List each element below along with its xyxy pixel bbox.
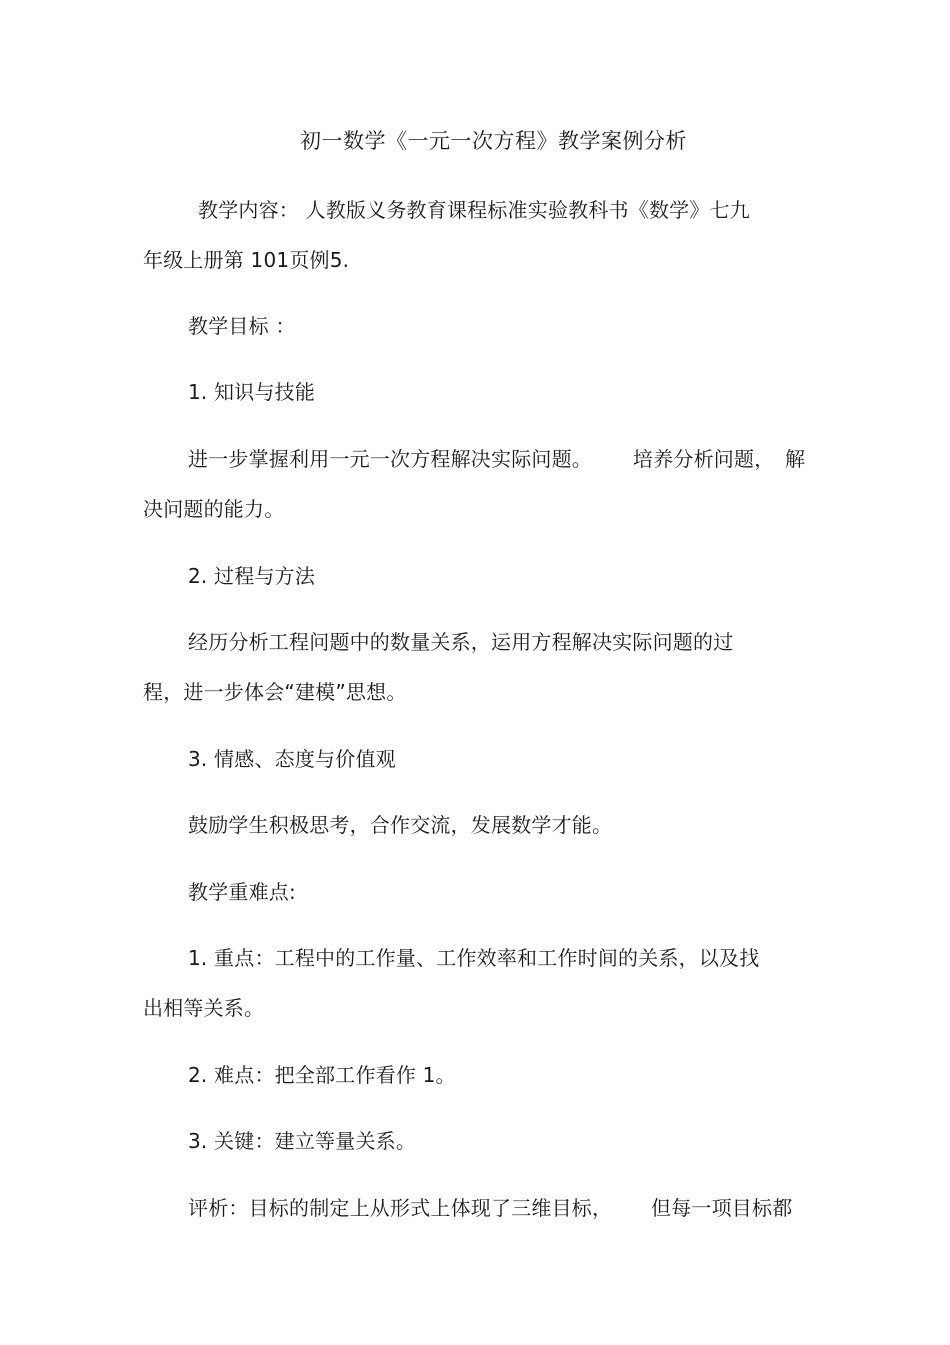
keypoints-heading: 教学重难点: bbox=[188, 880, 296, 904]
objective-1-text-a: 进一步掌握利用一元一次方程解决实际问题。 bbox=[188, 447, 592, 471]
objective-2-text-line-2: 程，进一步体会“建模”思想。 bbox=[143, 680, 407, 704]
content-line-1: 教学内容： 人教版义务教育课程标准实验教科书《数学》七九 bbox=[198, 198, 750, 222]
objectives-heading: 教学目标 ： bbox=[188, 314, 296, 338]
objective-1-text-c: 解 bbox=[785, 447, 806, 471]
keypoint-2: 2. 难点：把全部工作看作 1。 bbox=[188, 1063, 456, 1087]
keypoint-1-line-1: 1. 重点：工程中的工作量、工作效率和工作时间的关系，以及找 bbox=[188, 946, 760, 970]
keypoint-3: 3. 关键：建立等量关系。 bbox=[188, 1129, 417, 1153]
objective-3-heading: 3. 情感、态度与价值观 bbox=[188, 747, 396, 771]
comment-text-b: 但每一项目标都 bbox=[651, 1196, 793, 1220]
content-line-2: 年级上册第 101页例5. bbox=[143, 248, 350, 272]
objective-1-text-line-2: 决问题的能力。 bbox=[143, 497, 285, 521]
objective-3-text: 鼓励学生积极思考，合作交流，发展数学才能。 bbox=[188, 813, 613, 837]
document-title: 初一数学《一元一次方程》教学案例分析 bbox=[300, 129, 687, 153]
objective-2-text-line-1: 经历分析工程问题中的数量关系，运用方程解决实际问题的过 bbox=[188, 630, 734, 654]
comment-text-a: 评析：目标的制定上从形式上体现了三维目标， bbox=[188, 1196, 613, 1220]
objective-1-heading: 1. 知识与技能 bbox=[188, 380, 316, 404]
keypoint-1-line-2: 出相等关系。 bbox=[143, 996, 265, 1020]
objective-2-heading: 2. 过程与方法 bbox=[188, 564, 316, 588]
objective-1-text-b: 培养分析问题， bbox=[633, 447, 775, 471]
